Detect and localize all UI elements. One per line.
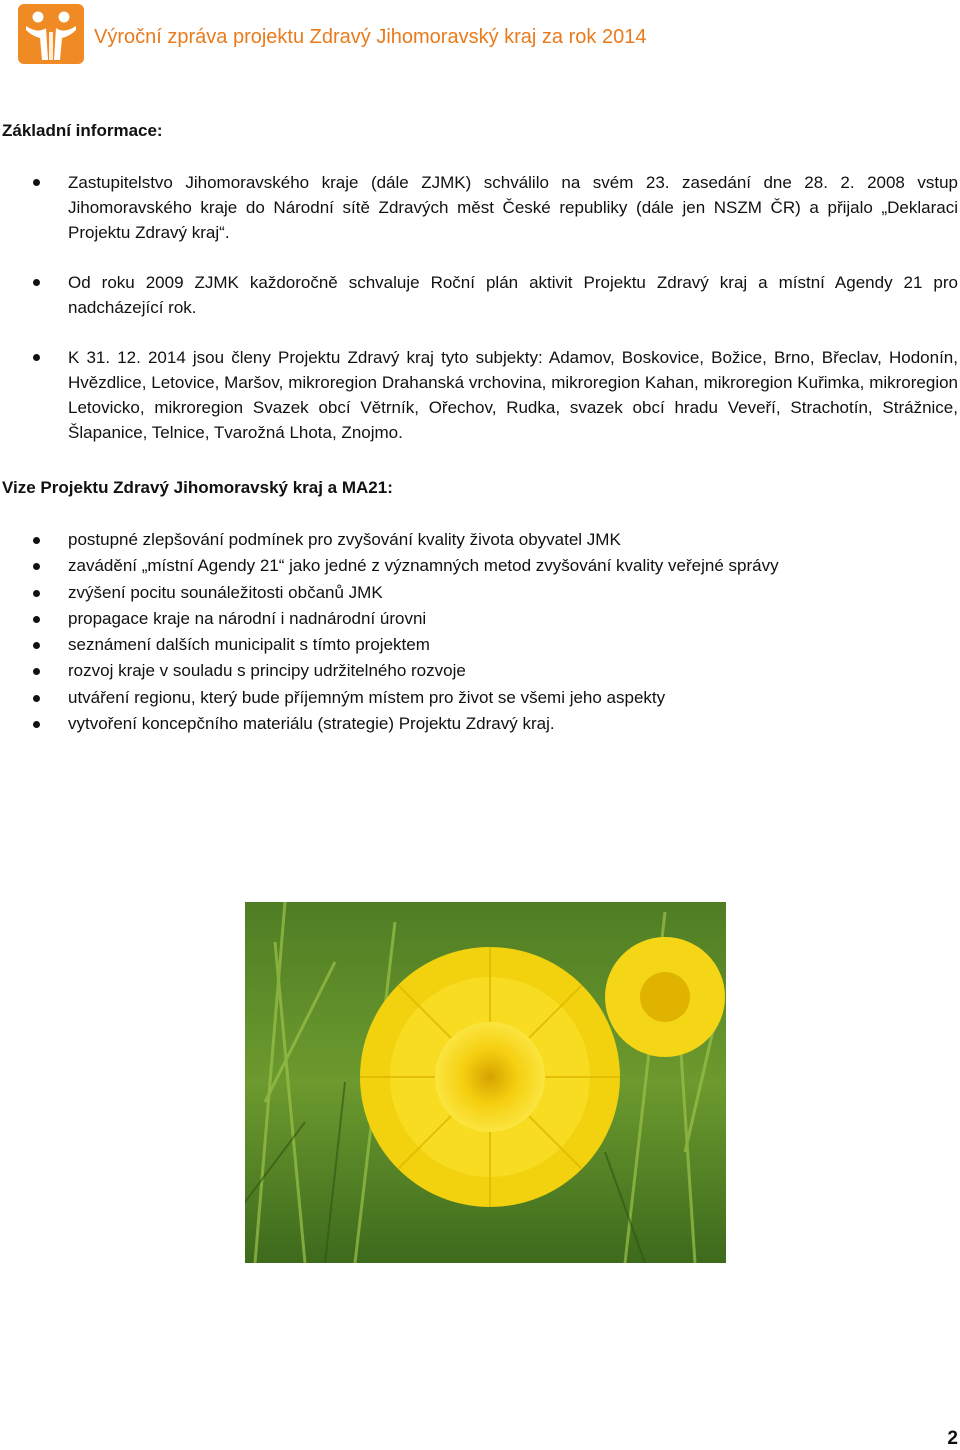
bullet-icon bbox=[33, 721, 40, 728]
list-item bbox=[0, 685, 960, 711]
list-item bbox=[0, 658, 960, 684]
bullet-icon bbox=[33, 590, 40, 597]
list-item bbox=[0, 632, 960, 658]
list-item-text: utváření regionu, který bude příjemným místem pro život se všemi jeho aspekty bbox=[68, 687, 666, 707]
list-item bbox=[0, 580, 960, 606]
list-item-text: K 31. 12. 2014 jsou členy Projektu Zdravý kraj tyto subjekty: Adamov, Boskovice, Božice, Brno, Břeclav, Hodonín, Hvězdlice, Letovice, Maršov, mikroregion Drahanská vrchovina, mikroregion Kahan, mikroregion Kuřimka, mikroregion Letovicko, mikroregion Svazek obcí Větrník, Ořechov, Rudka, svazek obcí hradu Veveří, Strachotín, Strážnice, Šlapanice, Telnice, Tvarožná Lhota, Znojmo. bbox=[68, 348, 958, 442]
bullet-icon bbox=[33, 563, 40, 570]
bullet-icon bbox=[33, 642, 40, 649]
vision-list bbox=[0, 527, 960, 737]
list-item bbox=[0, 345, 960, 445]
people-logo-icon bbox=[18, 4, 84, 64]
bullet-icon bbox=[33, 179, 40, 186]
list-item-text: postupné zlepšování podmínek pro zvyšování kvality života obyvatel JMK bbox=[68, 530, 621, 549]
basic-info-heading: Základní informace: bbox=[2, 121, 163, 140]
list-item bbox=[0, 170, 960, 245]
basic-info-list bbox=[0, 170, 960, 470]
list-item bbox=[0, 711, 960, 737]
list-item-text: rozvoj kraje v souladu s principy udržitelného rozvoje bbox=[68, 661, 466, 681]
list-item bbox=[0, 527, 960, 553]
list-item-text: zavádění „místní Agendy 21“ jako jedné z významných metod zvyšování kvality veřejné správy bbox=[68, 556, 779, 576]
bullet-icon bbox=[33, 695, 40, 702]
bullet-icon bbox=[33, 616, 40, 623]
bullet-icon bbox=[33, 668, 40, 675]
bullet-icon bbox=[33, 279, 40, 286]
page-number: 2 bbox=[947, 1428, 958, 1449]
list-item-text: seznámení dalších municipalit s tímto projektem bbox=[68, 635, 430, 655]
list-item-text: zvýšení pocitu sounáležitosti občanů JMK bbox=[68, 582, 383, 602]
vision-heading: Vize Projektu Zdravý Jihomoravský kraj a MA21: bbox=[2, 478, 393, 497]
bullet-icon bbox=[33, 537, 40, 544]
list-item bbox=[0, 606, 960, 632]
list-item-text: Od roku 2009 ZJMK každoročně schvaluje Roční plán aktivit Projektu Zdravý kraj a místní Agendy 21 pro nadcházející rok. bbox=[68, 273, 958, 317]
list-item-text: Zastupitelstvo Jihomoravského kraje (dále ZJMK) schválilo na svém 23. zasedání dne 28. 2. 2008 vstup Jihomoravského kraje do Národní sítě Zdravých měst České republiky (dále jen NSZM ČR) a přijalo „Deklaraci Projektu Zdravý kraj“. bbox=[68, 173, 958, 242]
document-title: Výroční zpráva projektu Zdravý Jihomoravský kraj za rok 2014 bbox=[94, 26, 647, 48]
list-item bbox=[0, 553, 960, 579]
dandelion-photo bbox=[245, 902, 726, 1263]
list-item-text: propagace kraje na národní i nadnárodní úrovni bbox=[68, 608, 427, 628]
bullet-icon bbox=[33, 354, 40, 361]
list-item bbox=[0, 270, 960, 320]
page-header bbox=[0, 0, 960, 80]
list-item-text: vytvoření koncepčního materiálu (strategie) Projektu Zdravý kraj. bbox=[68, 714, 555, 734]
